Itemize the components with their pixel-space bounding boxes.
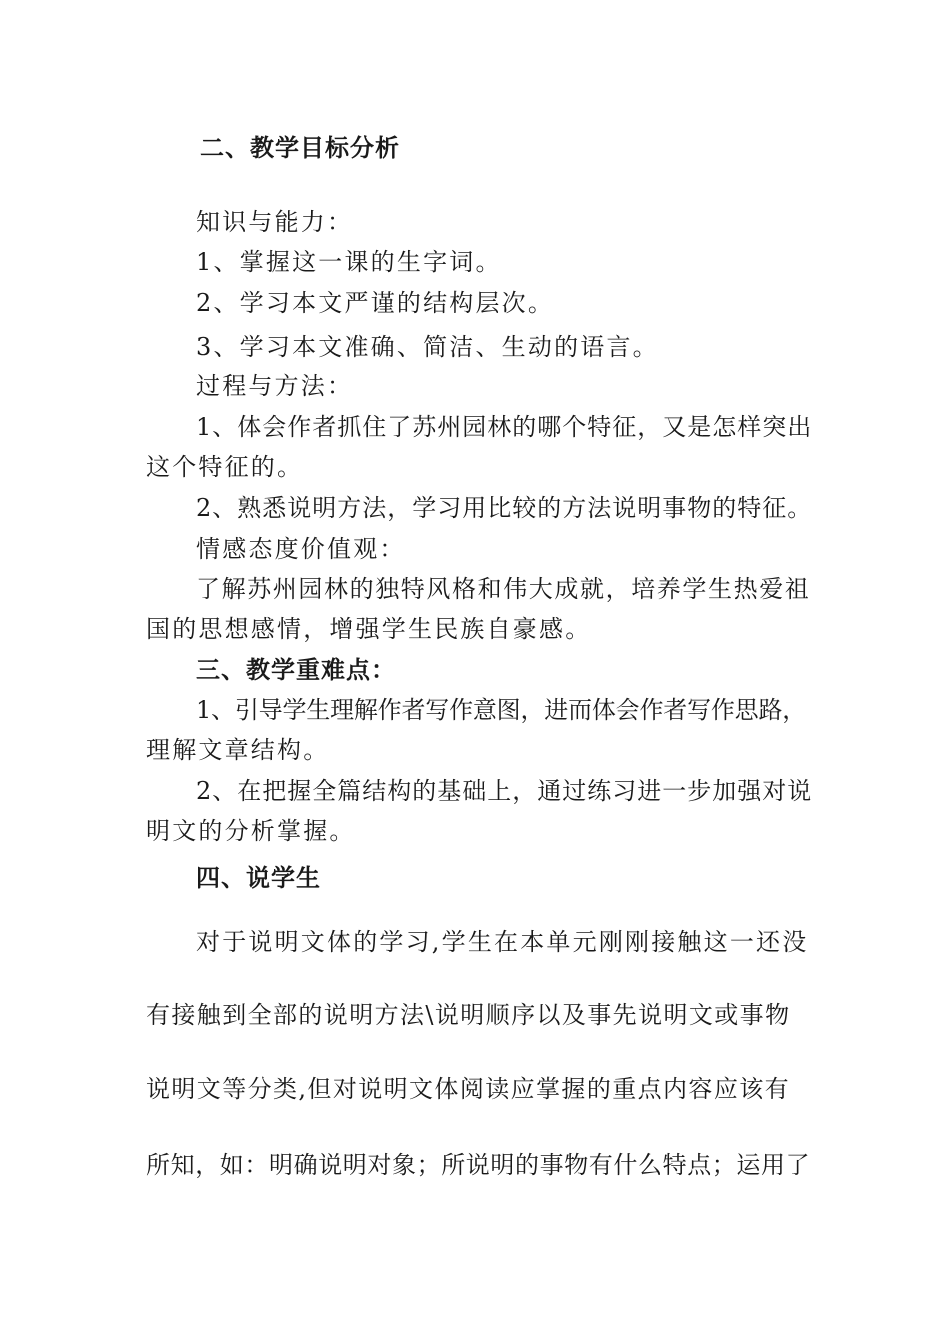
- process-item-1-line-1: 1、体会作者抓住了苏州园林的哪个特征，又是怎样突出: [196, 413, 813, 441]
- knowledge-item-2: 2、学习本文严谨的结构层次。: [196, 289, 555, 317]
- key-point-2-line-1: 2、在把握全篇结构的基础上，通过练习进一步加强对说: [196, 777, 813, 805]
- students-line-2: 有接触到全部的说明方法\说明顺序以及事先说明文或事物: [146, 1001, 791, 1029]
- students-line-4: 所知，如：明确说明对象；所说明的事物有什么特点；运用了: [146, 1151, 811, 1179]
- knowledge-item-1: 1、掌握这一课的生字词。: [196, 248, 502, 276]
- process-item-2: 2、熟悉说明方法，学习用比较的方法说明事物的特征。: [196, 494, 813, 522]
- key-point-1-line-1: 1、引导学生理解作者写作意图，进而体会作者写作思路，: [196, 696, 807, 724]
- emotion-label: 情感态度价值观：: [196, 535, 406, 563]
- emotion-line-2: 国的思想感情，增强学生民族自豪感。: [146, 615, 592, 643]
- knowledge-item-3: 3、学习本文准确、简洁、生动的语言。: [196, 333, 659, 361]
- knowledge-label: 知识与能力：: [196, 208, 354, 236]
- section-heading-objectives: 二、教学目标分析: [200, 134, 400, 162]
- section-heading-students: 四、说学生: [196, 864, 321, 892]
- key-point-2-line-2: 明文的分析掌握。: [146, 817, 356, 845]
- emotion-line-1: 了解苏州园林的独特风格和伟大成就，培养学生热爱祖: [196, 575, 811, 603]
- key-point-1-line-2: 理解文章结构。: [146, 736, 330, 764]
- students-line-1: 对于说明文体的学习,学生在本单元刚刚接触这一还没: [196, 928, 809, 956]
- section-heading-key-points: 三、教学重难点：: [196, 656, 396, 684]
- process-label: 过程与方法：: [196, 372, 354, 400]
- students-line-3: 说明文等分类,但对说明文体阅读应掌握的重点内容应该有: [146, 1075, 791, 1103]
- process-item-1-line-2: 这个特征的。: [146, 453, 304, 481]
